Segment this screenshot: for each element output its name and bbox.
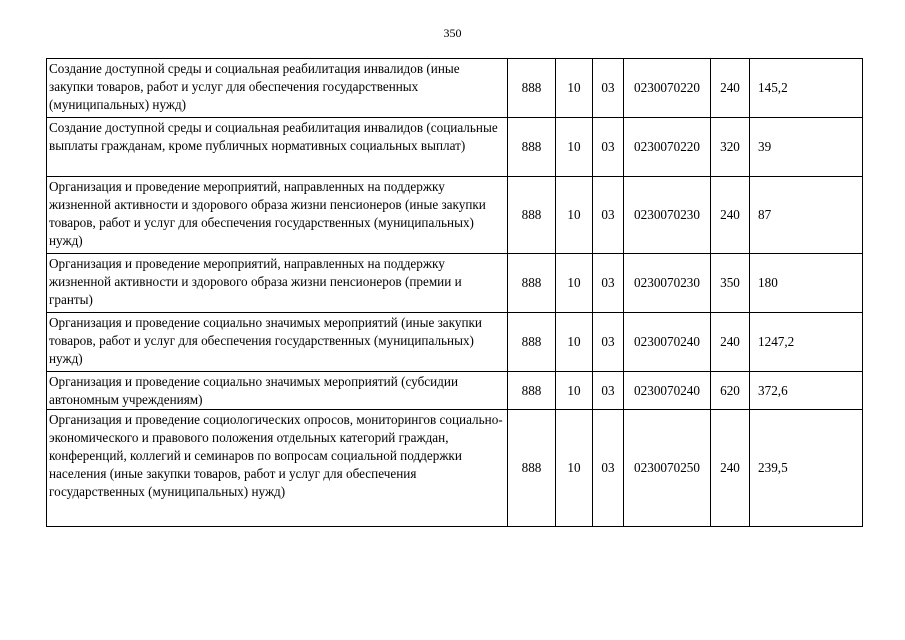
target-article-code: 0230070240 xyxy=(624,372,711,410)
row-description: Организация и проведение мероприятий, направленных на поддержку жизненной активности и здорового образа жизни пенсионеров (премии и гранты) xyxy=(47,254,508,313)
ministry-code: 888 xyxy=(508,313,556,372)
section-code: 10 xyxy=(556,254,593,313)
amount-value: 39 xyxy=(750,118,863,177)
table-row xyxy=(47,254,863,313)
section-code: 10 xyxy=(556,118,593,177)
section-code: 10 xyxy=(556,410,593,527)
table-row xyxy=(47,313,863,372)
expense-type-code: 240 xyxy=(711,313,750,372)
target-article-code: 0230070250 xyxy=(624,410,711,527)
subsection-code: 03 xyxy=(593,410,624,527)
expense-type-code: 240 xyxy=(711,410,750,527)
amount-value: 239,5 xyxy=(750,410,863,527)
target-article-code: 0230070220 xyxy=(624,59,711,118)
row-description: Организация и проведение социологических опросов, мониторингов социально-экономического и правового положения отдельных категорий граждан, конференций, коллегий и семинаров по вопросам социальной поддержки населения (иные закупки товаров, работ и услуг для обеспечения государственных (муниципальных) нужд) xyxy=(47,410,508,527)
expense-type-code: 240 xyxy=(711,177,750,254)
ministry-code: 888 xyxy=(508,118,556,177)
subsection-code: 03 xyxy=(593,118,624,177)
table-row xyxy=(47,177,863,254)
target-article-code: 0230070230 xyxy=(624,177,711,254)
page-number: 350 xyxy=(443,26,462,40)
table-row xyxy=(47,118,863,177)
ministry-code: 888 xyxy=(508,59,556,118)
amount-value: 1247,2 xyxy=(750,313,863,372)
subsection-code: 03 xyxy=(593,372,624,410)
target-article-code: 0230070220 xyxy=(624,118,711,177)
section-code: 10 xyxy=(556,313,593,372)
budget-table xyxy=(46,58,863,527)
ministry-code: 888 xyxy=(508,177,556,254)
row-description: Организация и проведение социально значимых мероприятий (иные закупки товаров, работ и услуг для обеспечения государственных (муниципальных) нужд) xyxy=(47,313,508,372)
section-code: 10 xyxy=(556,372,593,410)
expense-type-code: 350 xyxy=(711,254,750,313)
table-row xyxy=(47,410,863,527)
table-row xyxy=(47,372,863,410)
expense-type-code: 240 xyxy=(711,59,750,118)
amount-value: 180 xyxy=(750,254,863,313)
ministry-code: 888 xyxy=(508,254,556,313)
expense-type-code: 320 xyxy=(711,118,750,177)
row-description: Создание доступной среды и социальная реабилитация инвалидов (иные закупки товаров, работ и услуг для обеспечения государственных (муниципальных) нужд) xyxy=(47,59,508,118)
row-description: Создание доступной среды и социальная реабилитация инвалидов (социальные выплаты гражданам, кроме публичных нормативных социальных выплат) xyxy=(47,118,508,177)
amount-value: 145,2 xyxy=(750,59,863,118)
section-code: 10 xyxy=(556,59,593,118)
target-article-code: 0230070230 xyxy=(624,254,711,313)
amount-value: 87 xyxy=(750,177,863,254)
subsection-code: 03 xyxy=(593,313,624,372)
row-description: Организация и проведение мероприятий, направленных на поддержку жизненной активности и здорового образа жизни пенсионеров (иные закупки товаров, работ и услуг для обеспечения государственных (муниципальных) нужд) xyxy=(47,177,508,254)
table-row xyxy=(47,59,863,118)
ministry-code: 888 xyxy=(508,372,556,410)
subsection-code: 03 xyxy=(593,59,624,118)
amount-value: 372,6 xyxy=(750,372,863,410)
row-description: Организация и проведение социально значимых мероприятий (субсидии автономным учреждениям) xyxy=(47,372,508,410)
ministry-code: 888 xyxy=(508,410,556,527)
subsection-code: 03 xyxy=(593,177,624,254)
subsection-code: 03 xyxy=(593,254,624,313)
expense-type-code: 620 xyxy=(711,372,750,410)
section-code: 10 xyxy=(556,177,593,254)
target-article-code: 0230070240 xyxy=(624,313,711,372)
